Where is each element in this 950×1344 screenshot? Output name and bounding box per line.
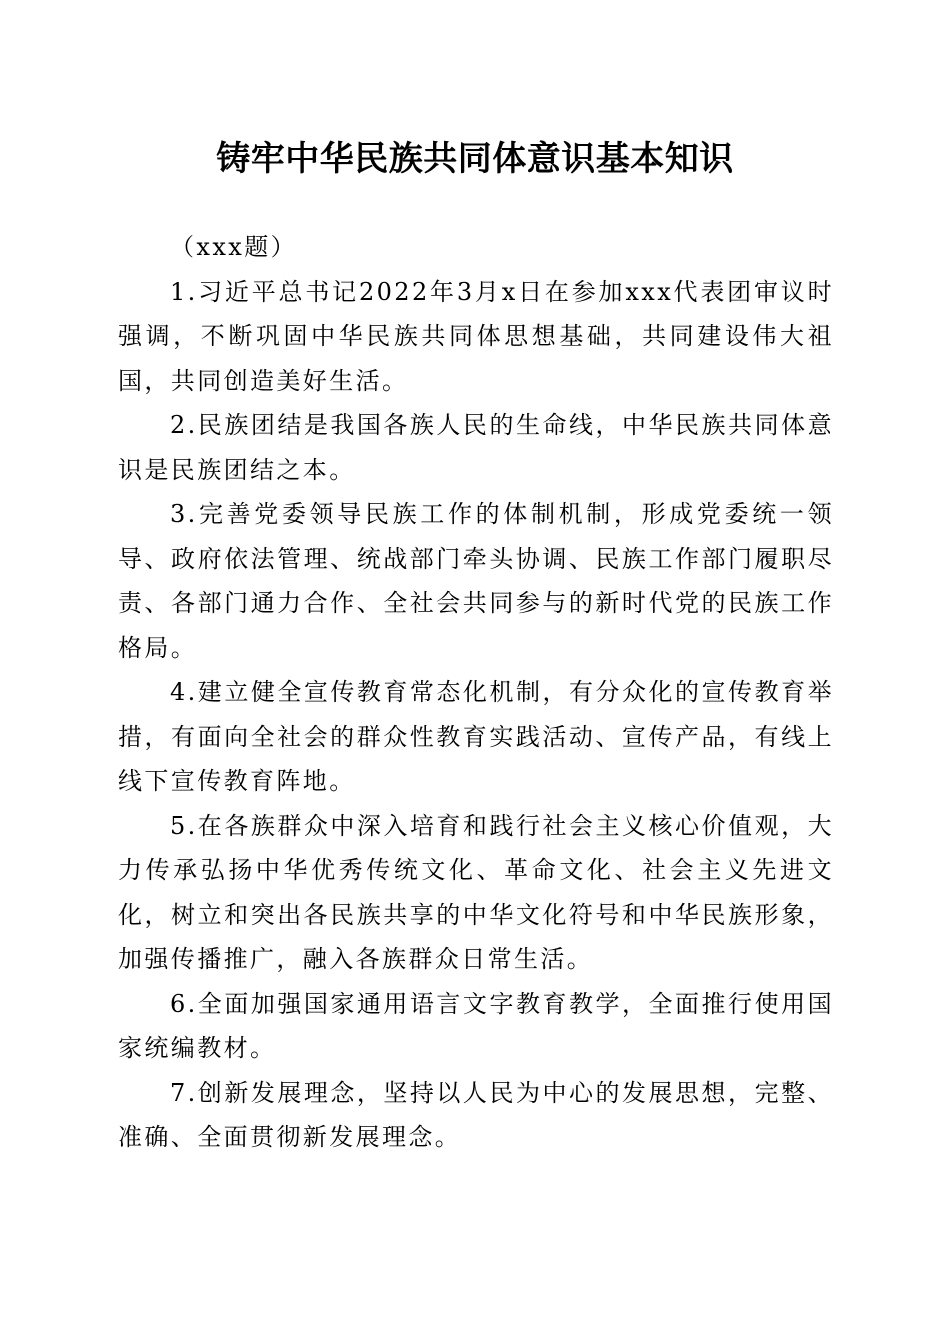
knowledge-item-3: 3.完善党委领导民族工作的体制机制，形成党委统一领导、政府依法管理、统战部门牵头协调、民族工作部门履职尽责、各部门通力合作、全社会共同参与的新时代党的民族工作格局。: [118, 500, 834, 662]
question-count: （xxx题）: [170, 233, 298, 261]
knowledge-item-5: 5.在各族群众中深入培育和践行社会主义核心价值观，大力传承弘扬中华优秀传统文化、革命文化、社会主义先进文化，树立和突出各民族共享的中华文化符号和中华民族形象，加强传播推广，融入各族群众日常生活。: [118, 811, 834, 973]
document-body: [118, 225, 834, 1160]
knowledge-item-4: 4.建立健全宣传教育常态化机制，有分众化的宣传教育举措，有面向全社会的群众性教育实践活动、宣传产品，有线上线下宣传教育阵地。: [118, 678, 834, 795]
document-title: 铸牢中华民族共同体意识基本知识: [216, 139, 734, 179]
knowledge-item-1: 1.习近平总书记2022年3月x日在参加xxx代表团审议时强调，不断巩固中华民族共同体思想基础，共同建设伟大祖国，共同创造美好生活。: [118, 277, 834, 395]
knowledge-item-6: 6.全面加强国家通用语言文字教育教学，全面推行使用国家统编教材。: [118, 989, 834, 1062]
knowledge-item-7: 7.创新发展理念，坚持以人民为中心的发展思想，完整、准确、全面贯彻新发展理念。: [118, 1078, 834, 1151]
knowledge-item-2: 2.民族团结是我国各族人民的生命线，中华民族共同体意识是民族团结之本。: [118, 411, 834, 484]
